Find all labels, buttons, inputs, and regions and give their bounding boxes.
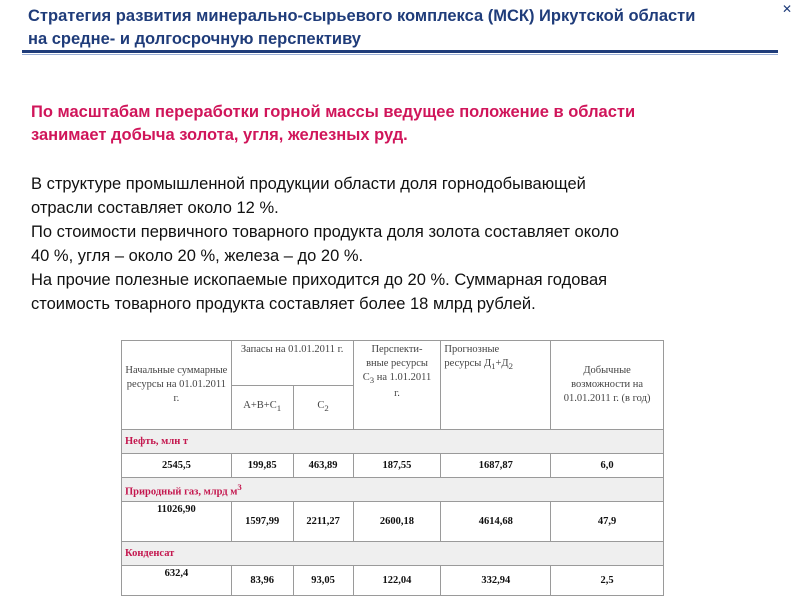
header-production: Добычные возможности на 01.01.2011 г. (в год) [551,341,664,430]
body-line-1: В структуре промышленной продукции области доля горнодобывающей [31,175,586,193]
oil-c2: 463,89 [293,454,353,478]
oil-abc1: 199,85 [231,454,293,478]
gas-forecast: 4614,68 [441,502,551,542]
oil-prospective: 187,55 [353,454,441,478]
header-prospective-1: Перспекти- [371,344,423,355]
body-text [31,172,776,316]
condensate-initial: 632,4 [122,566,232,596]
body-line-2: отрасли составляет около 12 %. [31,199,279,217]
group-condensate: Конденсат [122,542,664,566]
header-abc1 [231,385,293,430]
group-oil: Нефть, млн т [122,430,664,454]
body-line-6: стоимость товарного продукта составляет более 18 млрд рублей. [31,295,536,313]
header-forecast-1: Прогнозные [444,344,500,355]
header-forecast-2b: +Д [495,358,509,369]
title-underline-thin [22,54,778,55]
group-gas-label: Природный газ, млрд м [125,486,238,498]
header-abc1-text: А+В+С [243,400,277,412]
table-row [122,566,664,596]
body-line-4: 40 %, угля – около 20 %, железа – до 20 %. [31,247,364,265]
header-prospective [353,341,441,430]
body-line-3: По стоимости первичного товарного продукта доля золота составляет около [31,223,619,241]
header-forecast [441,341,551,430]
gas-c2: 2211,27 [293,502,353,542]
oil-forecast: 1687,87 [441,454,551,478]
close-icon[interactable]: ✕ [781,2,792,16]
header-prospective-3a: С [362,372,370,383]
header-c2 [293,385,353,430]
body-line-5: На прочие полезные ископаемые приходится до 20 %. Суммарная годовая [31,271,608,289]
header-c2-sub: 2 [324,403,329,414]
condensate-production: 2,5 [551,566,664,596]
condensate-abc1: 83,96 [231,566,293,596]
title-underline [22,50,778,53]
gas-prospective: 2600,18 [353,502,441,542]
lead-statement [31,101,776,147]
header-forecast-2sub1: 1 [491,361,496,372]
lead-line-2: занимает добыча золота, угля, железных руд. [31,126,408,144]
slide-title [22,0,782,51]
header-forecast-2sub2: 2 [508,361,513,372]
group-gas-sup: 3 [237,481,242,492]
oil-production: 6,0 [551,454,664,478]
oil-initial: 2545,5 [122,454,232,478]
gas-production: 47,9 [551,502,664,542]
header-prospective-4: г. [394,388,400,400]
title-line-1: Стратегия развития минерально-сырьевого комплекса (МСК) Иркутской области [28,7,696,25]
gas-abc1: 1597,99 [231,502,293,542]
condensate-prospective: 122,04 [353,566,441,596]
resources-table [121,340,664,596]
header-c2-text: С [317,400,325,412]
condensate-forecast: 332,94 [441,566,551,596]
title-line-2: на средне- и долгосрочную перспективу [28,30,361,48]
condensate-c2: 93,05 [293,566,353,596]
gas-initial: 11026,90 [122,502,232,542]
header-prospective-3sub: 3 [369,375,375,386]
lead-line-1: По масштабам переработки горной массы ведущее положение в области [31,103,636,121]
header-abc1-sub: 1 [276,403,282,414]
header-forecast-2a: ресурсы Д [444,358,492,369]
header-reserves: Запасы на 01.01.2011 г. [231,341,353,386]
table-row [122,502,664,542]
group-gas [122,478,664,502]
header-prospective-2: вные ресурсы [366,358,428,369]
header-prospective-3b: на 1.01.2011 [374,372,432,383]
table-row [122,454,664,478]
header-initial-resources: Начальные суммарные ресурсы на 01.01.2011 г. [122,341,232,430]
